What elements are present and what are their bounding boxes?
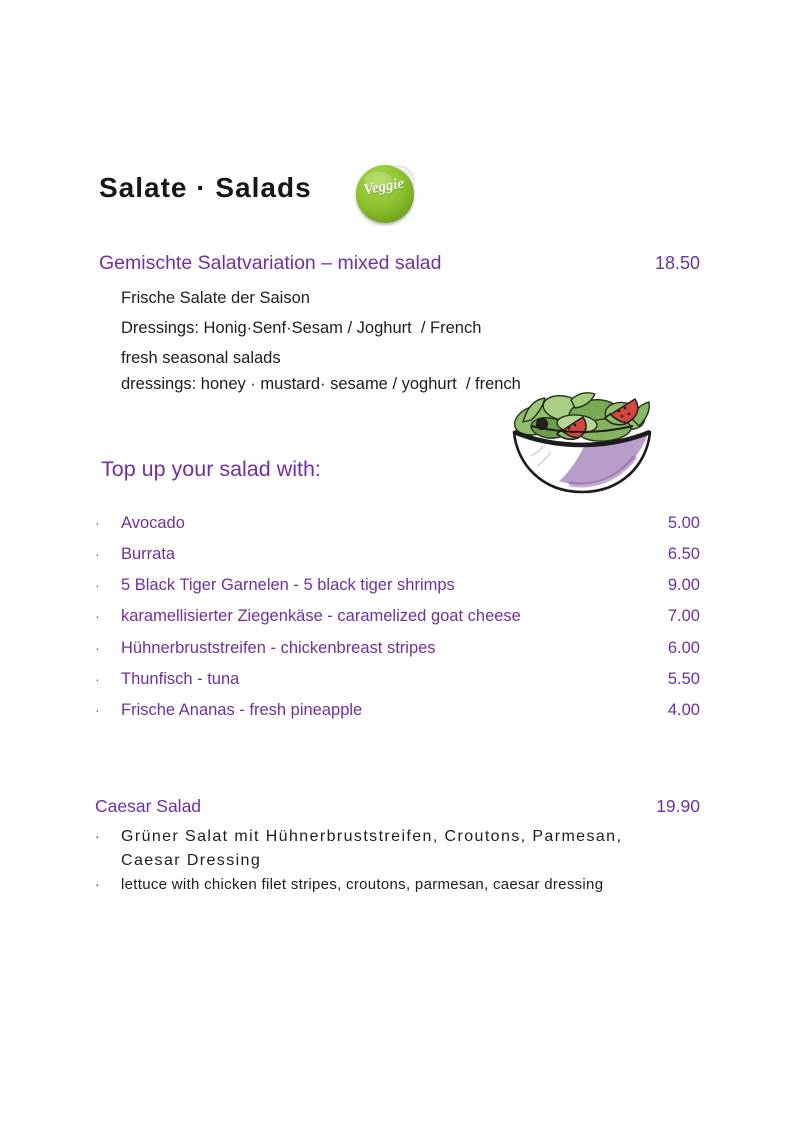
bullet-marker: ·: [95, 639, 100, 656]
bullet-marker: ·: [95, 701, 100, 718]
mixed-salad-desc-en-1: fresh seasonal salads: [121, 349, 281, 367]
salad-bowl-icon: [501, 386, 663, 498]
toppings-list: [95, 514, 700, 732]
caesar-desc-en: lettuce with chicken filet stripes, croutons, parmesan, caesar dressing: [121, 876, 604, 893]
caesar-desc-de: Grüner Salat mit Hühnerbruststreifen, Croutons, Parmesan, Caesar Dressing: [121, 828, 623, 869]
mixed-salad-desc-en-2: dressings: honey · mustard· sesame / yoghurt / french: [121, 375, 521, 393]
veggie-badge-label: Veggie: [362, 175, 406, 199]
caesar-heading-row: [95, 796, 700, 817]
bullet-marker: ·: [95, 546, 100, 563]
bullet-marker: ·: [95, 608, 100, 625]
bullet-marker: ·: [95, 670, 100, 687]
page-title: Salate · Salads: [99, 172, 312, 203]
topping-label: Thunfisch - tuna: [121, 669, 240, 688]
topping-row-chicken: [95, 639, 700, 670]
topping-price: 5.00: [667, 514, 700, 532]
caesar-bullet-en: [95, 876, 711, 893]
mixed-salad-desc-de-1: Frische Salate der Saison: [121, 289, 310, 307]
topping-price: 9.00: [667, 576, 700, 595]
salad-bowl-illustration: [501, 386, 663, 498]
topping-row-shrimps: [95, 576, 700, 607]
mixed-salad-heading: Gemischte Salatvariation – mixed salad: [99, 252, 442, 274]
topping-row-avocado: [95, 514, 700, 545]
bullet-marker: ·: [95, 577, 100, 594]
veggie-badge: [353, 158, 421, 226]
caesar-price: 19.90: [656, 796, 700, 816]
caesar-bullet-de: [95, 825, 673, 872]
topping-price: 5.50: [667, 669, 700, 688]
topup-heading: Top up your salad with:: [101, 457, 321, 481]
topping-label: 5 Black Tiger Garnelen - 5 black tiger shrimps: [121, 576, 455, 595]
mixed-salad-price: 18.50: [654, 253, 700, 273]
bullet-marker: ·: [95, 515, 100, 531]
topping-label: Frische Ananas - fresh pineapple: [121, 700, 363, 719]
topping-price: 4.00: [667, 700, 700, 719]
bullet-marker: ·: [95, 828, 100, 844]
bullet-marker: ·: [95, 876, 100, 892]
topping-label: karamellisierter Ziegenkäse - caramelized goat cheese: [121, 607, 521, 626]
caesar-heading: Caesar Salad: [95, 796, 202, 816]
topping-price: 7.00: [667, 607, 700, 626]
mixed-salad-desc-de-2: Dressings: Honig·Senf·Sesam / Joghurt / French: [121, 319, 482, 337]
topping-price: 6.50: [667, 545, 700, 564]
topping-row-burrata: [95, 545, 700, 576]
topping-row-pineapple: [95, 701, 700, 732]
topping-label: Burrata: [121, 545, 176, 564]
topping-price: 6.00: [667, 638, 700, 657]
topping-label: Hühnerbruststreifen - chickenbreast stripes: [121, 638, 436, 657]
topping-row-goat-cheese: [95, 607, 700, 638]
mixed-salad-heading-row: [99, 252, 700, 275]
topping-row-tuna: [95, 670, 700, 701]
topping-label: Avocado: [121, 514, 185, 532]
